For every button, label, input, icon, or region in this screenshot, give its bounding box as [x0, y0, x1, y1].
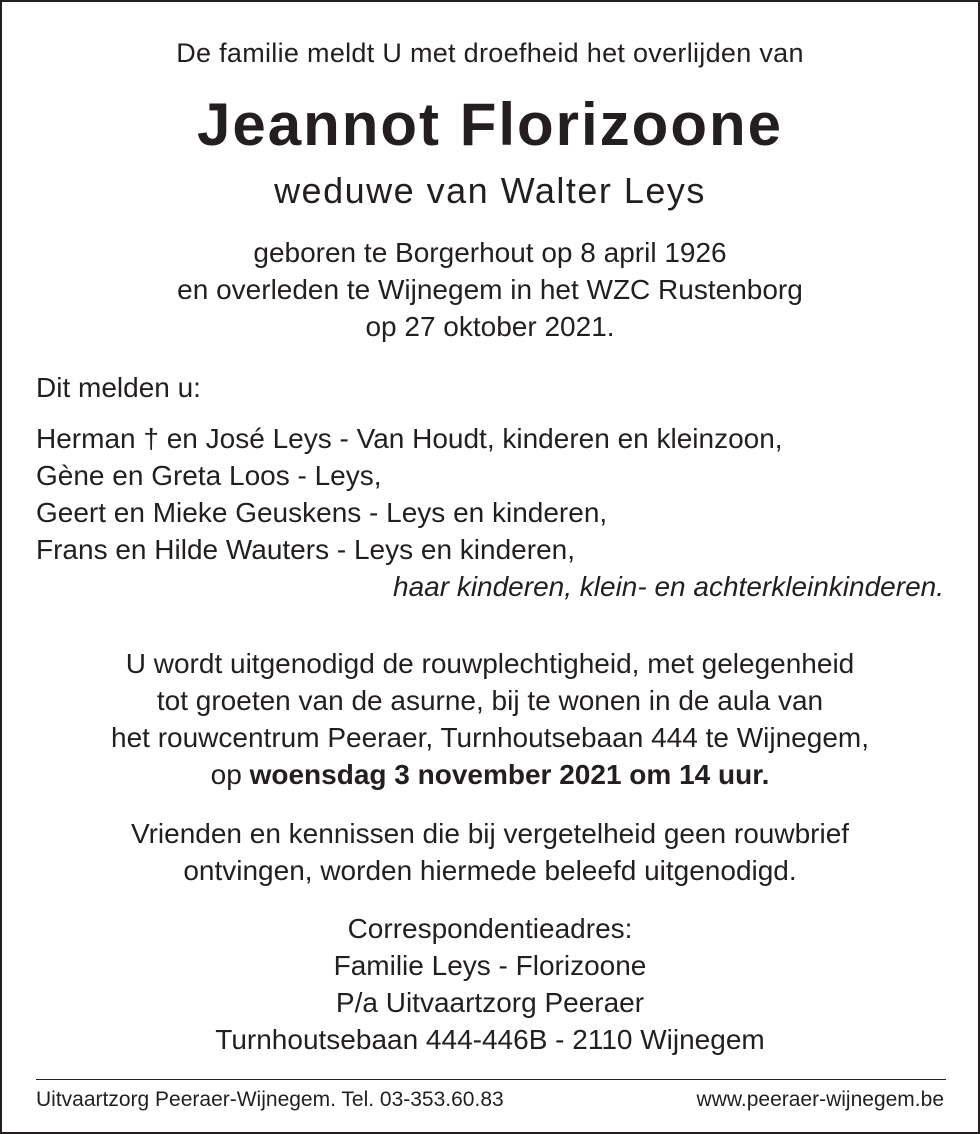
correspondence-line: Familie Leys - Florizoone — [333, 950, 647, 981]
footer-contact: Uitvaartzorg Peeraer-Wijnegem. Tel. 03-353.60.83 — [36, 1088, 504, 1111]
footer-website: www.peeraer-wijnegem.be — [696, 1088, 944, 1111]
notice-block — [2, 815, 978, 889]
ceremony-date-line — [2, 756, 978, 793]
notice-line: ontvingen, worden hiermede beleefd uitgenodigd. — [183, 855, 797, 886]
ceremony-block — [2, 645, 978, 793]
correspondence-line: P/a Uitvaartzorg Peeraer — [335, 987, 645, 1018]
correspondence-line: Turnhoutsebaan 444-446B - 2110 Wijnegem — [215, 1024, 765, 1055]
family-list — [36, 420, 783, 568]
ceremony-date-prefix: op — [210, 759, 250, 790]
ceremony-date: woensdag 3 november 2021 om 14 uur. — [249, 759, 770, 790]
death-date-line: op 27 oktober 2021. — [365, 311, 615, 342]
footer-divider — [36, 1079, 946, 1080]
family-member: Frans en Hilde Wauters - Leys en kinderen, — [36, 534, 575, 565]
deceased-subtitle: weduwe van Walter Leys — [274, 170, 706, 211]
family-member: Geert en Mieke Geuskens - Leys en kinderen, — [36, 497, 608, 528]
correspondence-block — [2, 910, 978, 1058]
deceased-name: Jeannot Florizoone — [196, 91, 784, 158]
family-member: Gène en Greta Loos - Leys, — [36, 460, 382, 491]
birth-line: geboren te Borgerhout op 8 april 1926 — [253, 237, 727, 268]
ceremony-line: tot groeten van de asurne, bij te wonen in de aula van — [156, 685, 824, 716]
family-member: Herman † en José Leys - Van Houdt, kinderen en kleinzoon, — [36, 423, 783, 454]
correspondence-heading: Correspondentieadres: — [347, 913, 633, 944]
intro-text: De familie meldt U met droefheid het overlijden van — [176, 38, 804, 68]
family-heading: Dit melden u: — [36, 372, 201, 403]
death-place-line: en overleden te Wijnegem in het WZC Rustenborg — [177, 274, 803, 305]
notice-line: Vrienden en kennissen die bij vergetelheid geen rouwbrief — [130, 818, 850, 849]
ceremony-line: het rouwcentrum Peeraer, Turnhoutsebaan 444 te Wijnegem, — [111, 722, 869, 753]
family-signature: haar kinderen, klein- en achterkleinkinderen. — [393, 571, 944, 602]
birth-death-block — [2, 234, 978, 345]
ceremony-line: U wordt uitgenodigd de rouwplechtigheid, met gelegenheid — [125, 648, 855, 679]
